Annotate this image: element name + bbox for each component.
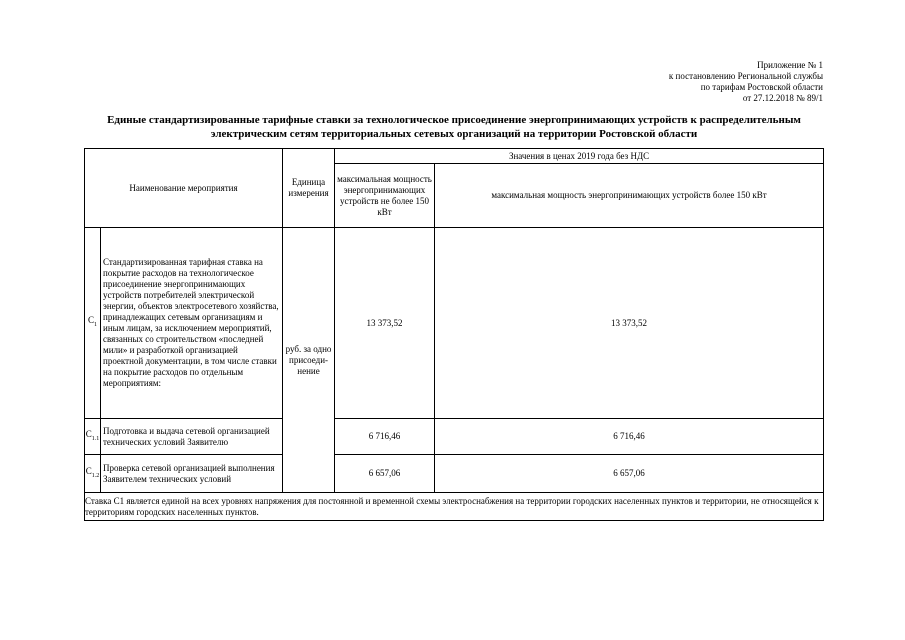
table-row (85, 455, 824, 493)
row-name-cell (101, 228, 283, 419)
row-value-over-150-text: 6 716,46 (613, 431, 645, 441)
header-values-group-cell (335, 149, 824, 164)
row-code-cell (85, 419, 101, 455)
header-up-to-150-label: максимальная мощность энергопринимающих устройств не более 150 кВт (337, 173, 432, 217)
row-name: Проверка сетевой организацией выполнения Заявителем технических условий (103, 462, 275, 484)
row-name-cell (101, 455, 283, 493)
row-code-cell (85, 228, 101, 419)
row-code-sub: 1 (94, 321, 97, 328)
header-unit-label: Единица измерения (288, 177, 329, 198)
row-name: Подготовка и выдача сетевой организацией технических условий Заявителю (103, 425, 270, 447)
unit-cell (283, 228, 335, 493)
row-value-up-to-150 (335, 228, 435, 419)
row-code: С (85, 465, 92, 476)
table-row (85, 228, 824, 419)
row-value-up-to-150-text: 6 716,46 (368, 431, 401, 441)
unit-label: руб. за одно присоеди-нение (285, 343, 332, 376)
header-over-150-cell (435, 164, 824, 228)
row-code-sub: 1.1 (91, 435, 100, 442)
document-title: Единые стандартизированные тарифные ставки за технологическое присоединение энергопринимающих устройств к распределительным электрическим сетям территориальных сетевых организаций на территории Ростовской области (107, 114, 801, 140)
row-value-up-to-150-text: 13 373,52 (366, 317, 403, 328)
row-value-over-150 (435, 419, 824, 455)
row-value-over-150 (435, 455, 824, 493)
table-note: Ставка С1 является единой на всех уровнях напряжения для постоянной и временной схемы электроснабжения на территории городских населенных пунктов и территории, не относящейся к территориям городских населенных пунктов. (85, 493, 824, 521)
header-unit-cell (283, 149, 335, 228)
table-note-row (85, 493, 824, 521)
table-header-row (85, 149, 824, 164)
row-code-cell (85, 455, 101, 493)
header-name-cell (85, 149, 283, 228)
appendix-line: от 27.12.2018 № 89/1 (742, 93, 823, 103)
row-value-up-to-150 (335, 419, 435, 455)
row-value-over-150 (435, 228, 824, 419)
row-code: С (87, 315, 94, 326)
row-code: С (85, 428, 92, 439)
row-name: Стандартизированная тарифная ставка на покрытие расходов на технологическое присоединение энергопринимающих устройств потребителей электрической энергии, объектов электросетевого хозяйства, принадлежащих сетевым организациям и иным лицам, за исключением мероприятий, связанных со строительством «последней мили» и разработкой организацией проектной документации, в том числе ставки на покрытие расходов по отдельным мероприятиям: (103, 257, 279, 388)
table-row (85, 419, 824, 455)
row-value-up-to-150-text: 6 657,06 (368, 468, 401, 478)
appendix-header (669, 60, 823, 104)
header-values-group-label: Значения в ценах 2019 года без НДС (508, 150, 650, 161)
header-name-label: Наименование мероприятия (129, 182, 238, 193)
row-value-over-150-text: 6 657,06 (613, 468, 645, 478)
row-code-sub: 1.2 (91, 472, 100, 479)
header-up-to-150-cell (335, 164, 435, 228)
appendix-line: к постановлению Региональной службы (668, 71, 823, 81)
row-value-over-150-text: 13 373,52 (611, 317, 648, 328)
tariff-table (84, 148, 824, 521)
appendix-line: Приложение № 1 (757, 60, 823, 70)
header-over-150-label: максимальная мощность энергопринимающих устройств более 150 кВт (491, 190, 767, 200)
row-value-up-to-150 (335, 455, 435, 493)
appendix-line: по тарифам Ростовской области (700, 82, 823, 92)
row-name-cell (101, 419, 283, 455)
